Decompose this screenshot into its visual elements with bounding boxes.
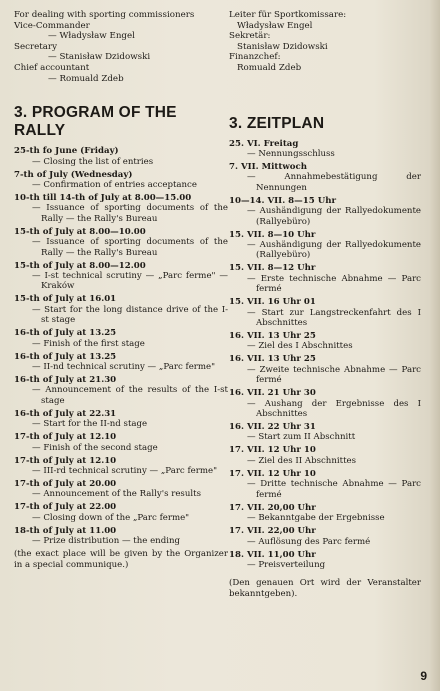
schedule-entry — [229, 503, 421, 524]
entry-desc: — Issuance of sporting documents of the Rally — the Rally's Bureau — [32, 237, 228, 258]
entry-date: 15. VII. 8—10 Uhr — [229, 229, 316, 240]
entry-date: 16. VII. 21 Uhr 30 — [229, 388, 316, 399]
entry-date: 16-th of July at 13.25 — [14, 351, 117, 362]
entry-date: 7-th of July (Wednesday) — [14, 169, 133, 180]
entry-desc: — Preisverteilung — [247, 559, 326, 570]
entry-date: 15. VII. 8—12 Uhr — [229, 263, 316, 274]
entry-desc: — Bekanntgabe der Ergebnisse — [247, 513, 385, 524]
entry-date: 16-th of July at 22.31 — [14, 408, 117, 419]
entry-desc: — Aushändigung der Rallyedokumente (Rallyebüro) — [247, 206, 421, 227]
schedule-entry — [229, 331, 421, 352]
section-heading: 3. PROGRAM OF THE RALLY — [14, 104, 177, 140]
entry-date: 15-th of July at 8.00—12.00 — [14, 260, 146, 271]
entry-desc: — Confirmation of entries acceptance — [32, 179, 197, 190]
entry-desc: — Start zum II Abschnitt — [247, 432, 356, 443]
entry-date: 17. VII. 12 Uhr 10 — [229, 445, 316, 456]
page-edge — [429, 0, 440, 691]
entry-date: 25. VI. Freitag — [229, 138, 299, 149]
entry-desc: — Erste technische Abnahme — Parc fermé — [247, 273, 421, 295]
schedule-entry — [14, 170, 228, 191]
schedule-entry — [229, 196, 421, 227]
entry-desc: — II-nd technical scrutiny — „Parc ferme" — [32, 362, 216, 373]
entry-desc: — Closing the list of entries — [32, 156, 154, 167]
entry-desc: — III-rd technical scrutiny — „Parc ferme" — [32, 466, 218, 477]
entry-date: 17-th of July at 12.10 — [14, 455, 117, 466]
entry-desc: — Prize distribution — the ending — [32, 536, 180, 547]
english-column — [14, 10, 228, 570]
schedule-entry — [14, 294, 228, 325]
schedule-entry — [14, 456, 228, 477]
entry-date: 17-th of July at 20.00 — [14, 479, 117, 490]
entry-date: 15. VII. 16 Uhr 01 — [229, 297, 316, 308]
intro-line: Romuald Zdeb — [237, 62, 302, 73]
intro-line: Leiter für Sportkomissare: — [229, 10, 347, 20]
intro-line: Sekretär: — [229, 31, 271, 42]
schedule-entry — [14, 193, 228, 224]
schedule-entry — [229, 139, 421, 160]
entry-desc: — Nennungsschluss — [247, 148, 335, 159]
schedule-entry — [229, 162, 421, 193]
intro-line: Vice-Commander — [14, 20, 90, 31]
schedule-entry — [14, 375, 228, 406]
entry-desc: — Auflösung des Parc fermé — [247, 536, 371, 547]
english-intro — [14, 10, 228, 84]
intro-line: Władysław Engel — [237, 20, 313, 31]
entry-desc: — Start for the long distance drive of the I-st stage — [32, 304, 228, 326]
footnote: (Den genauen Ort wird der Veranstalter bekanntgeben). — [229, 578, 421, 599]
schedule-list — [229, 139, 421, 571]
german-column — [229, 10, 421, 599]
entry-date: 17. VII. 12 Uhr 10 — [229, 468, 316, 479]
schedule-entry — [229, 469, 421, 500]
entry-desc: — Start for the II-nd stage — [32, 419, 148, 430]
schedule-entry — [14, 261, 228, 292]
entry-desc: — Closing down of the „Parc ferme" — [32, 512, 190, 523]
entry-desc: — Start zur Langstreckenfahrt des I Abschnittes — [247, 307, 421, 329]
entry-date: 16-th of July at 21.30 — [14, 375, 117, 386]
entry-date: 10-th till 14-th of July at 8.00—15.00 — [14, 192, 192, 203]
entry-desc: — Annahmebestätigung der Nennungen — [247, 172, 421, 193]
schedule-entry — [14, 352, 228, 373]
entry-date: 7. VII. Mittwoch — [229, 161, 307, 172]
page-number: 9 — [420, 669, 427, 683]
entry-desc: — Ziel des I Abschnittes — [247, 341, 353, 352]
intro-line: — Władysław Engel — [48, 31, 135, 42]
schedule-entry — [229, 388, 421, 419]
entry-desc: — Announcement of the results of the I-st stage — [32, 385, 228, 406]
german-intro — [229, 10, 421, 74]
schedule-entry — [14, 502, 228, 523]
entry-desc: — Finish of the first stage — [32, 338, 145, 349]
schedule-entry — [14, 146, 228, 167]
intro-line: — Romuald Zdeb — [48, 73, 124, 84]
entry-date: 18. VII. 11,00 Uhr — [229, 549, 316, 560]
entry-date: 17-th of July at 12.10 — [14, 432, 117, 443]
entry-date: 17. VII. 22,00 Uhr — [229, 526, 316, 537]
entry-desc: — Aushang der Ergebnisse des I Abschnittes — [247, 398, 421, 420]
entry-desc: — Issuance of sporting documents of the Rally — the Rally's Bureau — [32, 203, 228, 224]
entry-desc: — I-st technical scrutiny — „Parc ferme" — Kraków — [32, 271, 228, 292]
intro-line: For dealing with sporting commissioners — [14, 10, 195, 20]
intro-line: Secretary — [14, 41, 57, 52]
entry-date: 16. VII. 13 Uhr 25 — [229, 331, 316, 342]
entry-desc: — Zweite technische Abnahme — Parc fermé — [247, 364, 421, 386]
entry-desc: — Announcement of the Rally's results — [32, 489, 201, 500]
schedule-entry — [229, 422, 421, 443]
section-heading: 3. ZEITPLAN — [229, 114, 325, 132]
schedule-list — [14, 146, 228, 547]
entry-date: 25-th fo June (Friday) — [14, 146, 119, 157]
schedule-entry — [229, 445, 421, 466]
intro-line: Chief accountant — [14, 62, 90, 73]
entry-date: 15-th of July at 8.00—10.00 — [14, 226, 146, 237]
entry-date: 15-th of July at 16.01 — [14, 294, 117, 305]
schedule-entry — [229, 263, 421, 294]
schedule-entry — [229, 526, 421, 547]
entry-desc: — Aushändigung der Rallyedokumente (Rallyebüro) — [247, 240, 421, 261]
schedule-entry — [14, 526, 228, 547]
entry-desc: — Ziel des II Abschnittes — [247, 455, 357, 466]
entry-date: 10—14. VII. 8—15 Uhr — [229, 195, 336, 206]
entry-desc: — Dritte technische Abnahme — Parc fermé — [247, 479, 421, 500]
intro-line: Stanisław Dzidowski — [237, 41, 328, 52]
intro-line: — Stanisław Dzidowski — [48, 52, 151, 63]
entry-desc: — Finish of the second stage — [32, 442, 158, 453]
entry-date: 18-th of July at 11.00 — [14, 525, 117, 536]
schedule-entry — [229, 297, 421, 328]
schedule-entry — [229, 230, 421, 261]
entry-date: 17. VII. 20,00 Uhr — [229, 502, 316, 513]
schedule-entry — [14, 409, 228, 430]
schedule-entry — [14, 328, 228, 349]
schedule-entry — [14, 479, 228, 500]
schedule-entry — [14, 432, 228, 453]
entry-date: 16. VII. 22 Uhr 31 — [229, 422, 316, 433]
schedule-entry — [14, 227, 228, 258]
entry-date: 16-th of July at 13.25 — [14, 328, 117, 339]
footnote: (the exact place will be given by the Organizer in a special communique.) — [14, 549, 228, 570]
intro-line: Finanzchef: — [229, 52, 281, 63]
schedule-entry — [229, 550, 421, 571]
entry-date: 17-th of July at 22.00 — [14, 502, 117, 513]
entry-date: 16. VII. 13 Uhr 25 — [229, 354, 316, 365]
schedule-entry — [229, 354, 421, 385]
